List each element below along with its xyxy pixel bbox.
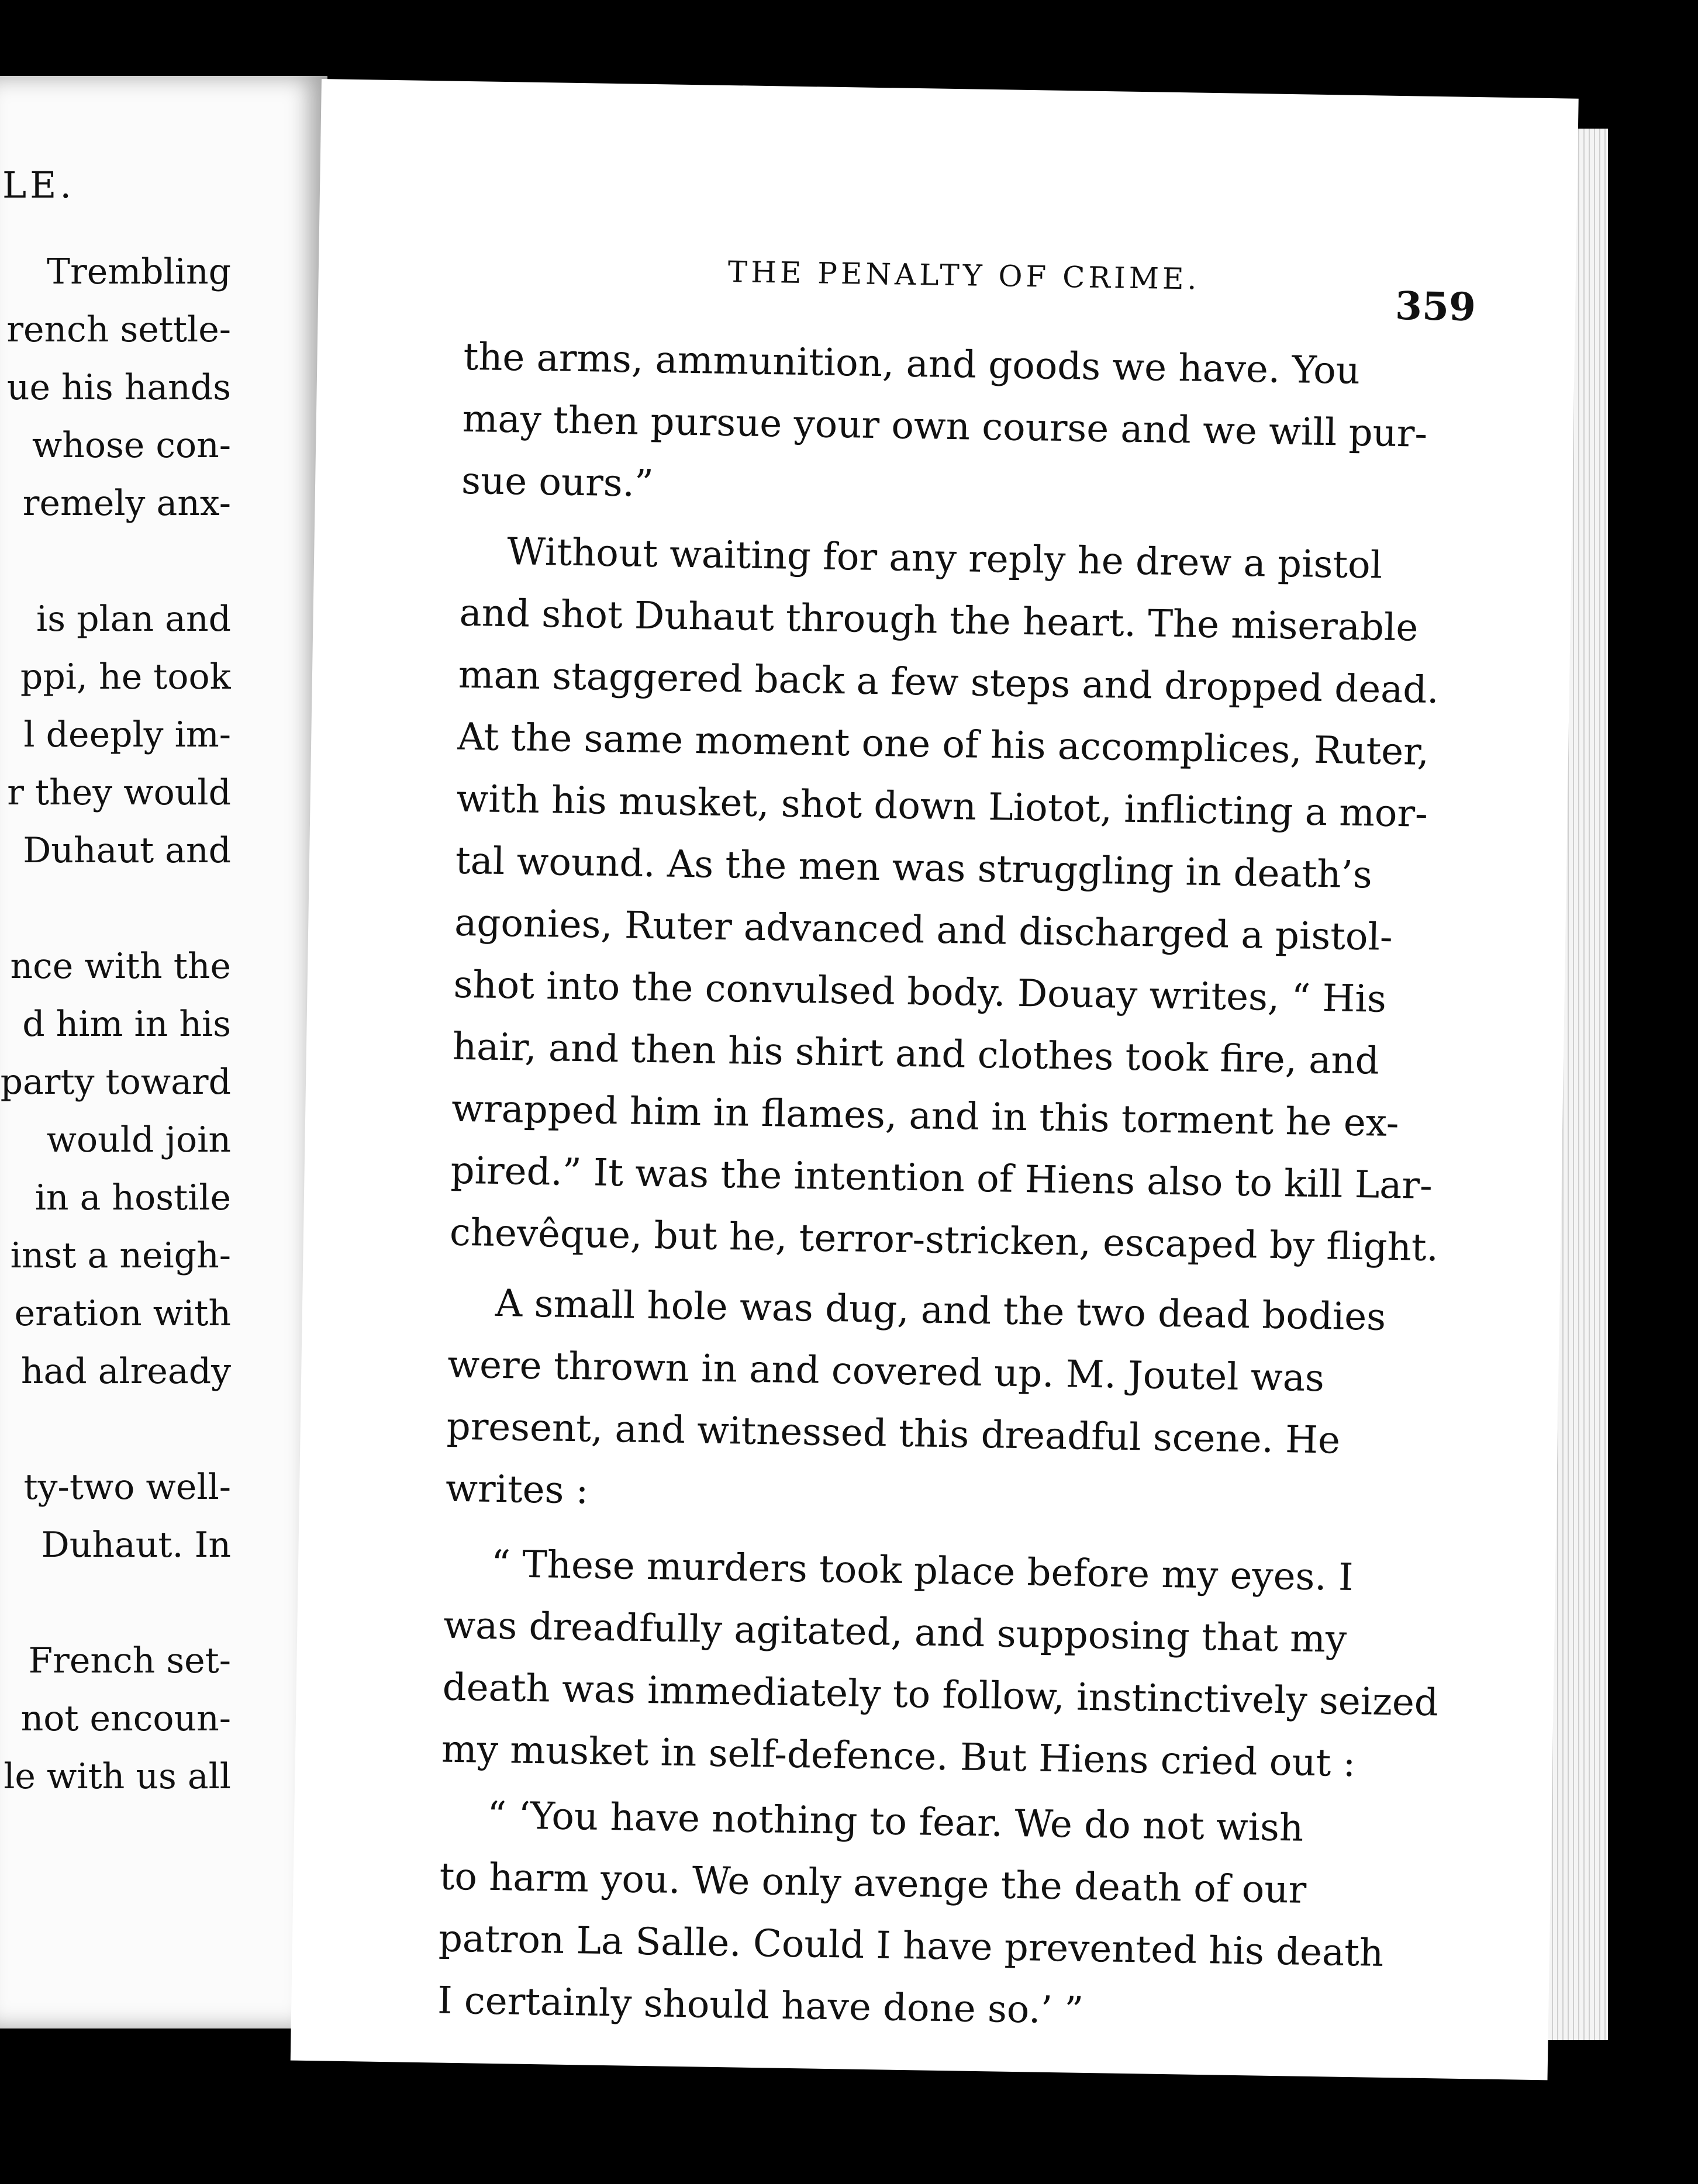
- body-text-line: hair, and then his shirt and clothes took fire, and: [452, 1025, 1380, 1083]
- left-text-line: inst a neigh-: [10, 1235, 231, 1276]
- left-text-line: is plan and: [36, 599, 231, 640]
- body-text-line: death was immediately to follow, instinctively seized: [442, 1665, 1439, 1725]
- left-text-line: nce with the: [10, 946, 231, 987]
- page-number: 359: [1395, 282, 1476, 330]
- left-text-line: r they would: [7, 772, 231, 813]
- body-text-line: were thrown in and covered up. M. Joutel was: [447, 1343, 1325, 1401]
- body-text-line: present, and witnessed this dreadful scene. He: [446, 1405, 1341, 1463]
- left-text-line: in a hostile: [34, 1177, 231, 1218]
- left-text-line: le with us all: [4, 1756, 231, 1797]
- body-text-line: “ These murders took place before my eyes. I: [491, 1542, 1354, 1600]
- left-text-line: remely anx-: [22, 483, 231, 524]
- left-text-line: not encoun-: [20, 1698, 231, 1739]
- body-text-line: A small hole was dug, and the two dead bodies: [495, 1281, 1386, 1339]
- body-text-line: “ ‘You have nothing to fear. We do not wish: [486, 1793, 1304, 1850]
- left-page: [0, 76, 327, 2029]
- body-text-line: tal wound. As the men was struggling in death’s: [455, 839, 1373, 897]
- body-text-line: sue ours.”: [461, 459, 654, 506]
- body-text-line: pired.” It was the intention of Hiens also to kill Lar-: [450, 1149, 1433, 1208]
- left-page-header: LE.: [2, 164, 75, 206]
- body-text-line: wrapped him in flames, and in this torment he ex-: [451, 1087, 1399, 1146]
- left-text-line: French set-: [28, 1640, 231, 1681]
- body-text-line: agonies, Ruter advanced and discharged a pistol-: [454, 901, 1393, 959]
- body-text-line: Without waiting for any reply he drew a pistol: [506, 530, 1383, 588]
- body-text-line: shot into the convulsed body. Douay writes, “ His: [453, 963, 1387, 1021]
- body-text-line: At the same moment one of his accomplices, Ruter,: [457, 715, 1430, 774]
- body-text-line: chevêque, but he, terror-stricken, escaped by flight.: [449, 1211, 1439, 1270]
- left-text-line: Duhaut. In: [41, 1525, 231, 1566]
- left-text-line: ue his hands: [6, 367, 231, 408]
- left-text-line: d him in his: [22, 1004, 231, 1045]
- left-text-line: would join: [46, 1119, 231, 1160]
- left-text-line: Trembling: [47, 251, 231, 292]
- left-text-line: had already: [20, 1351, 231, 1392]
- left-text-line: ppi, he took: [20, 656, 231, 697]
- body-text-line: patron La Salle. Could I have prevented his death: [438, 1917, 1384, 1975]
- left-text-line: whose con-: [32, 425, 231, 466]
- body-text-line: man staggered back a few steps and dropped dead.: [458, 653, 1440, 713]
- left-text-line: eration with: [14, 1293, 231, 1334]
- body-text-line: the arms, ammunition, and goods we have. You: [463, 335, 1361, 393]
- right-page: [291, 79, 1579, 2080]
- body-text-line: was dreadfully agitated, and supposing that my: [443, 1604, 1347, 1661]
- body-text-line: may then pursue your own course and we will pur-: [462, 397, 1428, 456]
- left-text-line: l deeply im-: [23, 714, 231, 755]
- running-head: THE PENALTY OF CRIME.: [727, 254, 1200, 296]
- body-text-line: my musket in self-defence. But Hiens cried out :: [441, 1727, 1356, 1786]
- body-text-line: writes :: [445, 1467, 589, 1513]
- body-text-line: with his musket, shot down Liotot, inflicting a mor-: [456, 777, 1428, 836]
- body-text-line: and shot Duhaut through the heart. The miserable: [459, 591, 1419, 650]
- left-text-line: ty-two well-: [23, 1467, 231, 1508]
- left-text-line: rench settle-: [6, 309, 231, 350]
- body-text-line: to harm you. We only avenge the death of our: [439, 1855, 1307, 1912]
- body-text-line: I certainly should have done so.’ ”: [437, 1979, 1084, 2033]
- left-text-line: party toward: [0, 1062, 231, 1103]
- left-text-line: Duhaut and: [23, 830, 231, 871]
